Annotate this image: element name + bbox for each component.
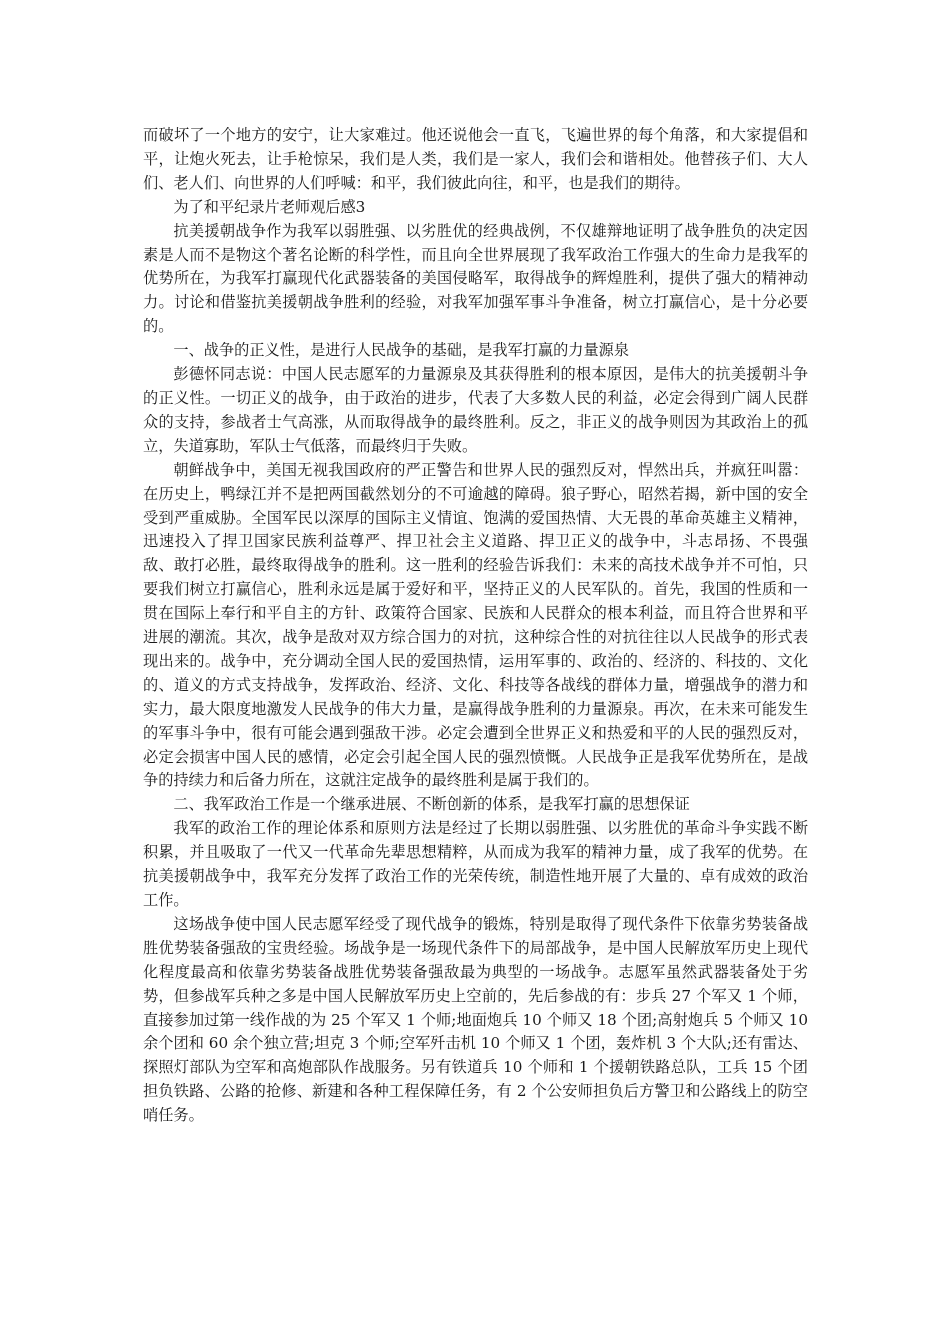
paragraph-military-forces: 这场战争使中国人民志愿军经受了现代战争的锻炼，特别是取得了现代条件下依靠劣势装备战胜优势装备强敌的宝贵经验。场战争是一场现代条件下的局部战争，是中国人民解放军历史上现代化程度最高和依靠劣势装备战胜优势装备强敌最为典型的一场战争。志愿军虽然武器装备处于劣势，但参战军兵种之多是中国人民解放军历史上空前的，先后参战的有：步兵 27 个军又 1 个师，直接参加过第一线作战的为 25 个军又 1 个师;地面炮兵 10 个师又 18 个团;高射炮兵 5 个师又 10 余个团和 60 余个独立营;坦克 3 个师;空军歼击机 10 个师又 1 个团，轰炸机 3 个大队;还有雷达、探照灯部队为空军和高炮部队作战服务。另有铁道兵 10 个师和 1 个援朝铁路总队，工兵 15 个团担负铁路、公路的抢修、新建和各种工程保障任务，有 2 个公安师担负后方警卫和公路线上的防空哨任务。 bbox=[143, 914, 808, 1125]
paragraph-political-work: 我军的政治工作的理论体系和原则方法是经过了长期以弱胜强、以劣胜优的革命斗争实践不断积累，并且吸取了一代又一代革命先辈思想精粹，从而成为我军的精神力量，成了我军的优势。在抗美援朝战争中，我军充分发挥了政治工作的光荣传统，制造性地开展了大量的、卓有成效的政治工作。 bbox=[143, 819, 808, 909]
paragraph-peng-dehuai: 彭德怀同志说：中国人民志愿军的力量源泉及其获得胜利的根本原因，是伟大的抗美援朝斗争的正义性。一切正义的战争，由于政治的进步，代表了大多数人民的利益，必定会得到广阔人民群众的支持，参战者士气高涨，从而取得战争的最终胜利。反之，非正义的战争则因为其政治上的孤立，失道寡助，军队士气低落，而最终归于失败。 bbox=[143, 365, 808, 455]
paragraph-intro: 抗美援朝战争作为我军以弱胜强、以劣胜优的经典战例，不仅雄辩地证明了战争胜负的决定因素是人而不是物这个著名论断的科学性，而且向全世界展现了我军政治工作强大的生命力是我军的优势所在，为我军打赢现代化武器装备的美国侵略军，取得战争的辉煌胜利，提供了强大的精神动力。讨论和借鉴抗美援朝战争胜利的经验，对我军加强军事斗争准备，树立打赢信心，是十分必要的。 bbox=[143, 221, 808, 336]
heading-two: 二、我军政治工作是一个继承进展、不断创新的体系，是我军打赢的思想保证 bbox=[173, 795, 690, 814]
document-body bbox=[143, 124, 808, 1128]
section-title: 为了和平纪录片老师观后感3 bbox=[173, 197, 366, 216]
heading-one: 一、战争的正义性，是进行人民战争的基础，是我军打赢的力量源泉 bbox=[173, 341, 630, 360]
paragraph-korean-war: 朝鲜战争中，美国无视我国政府的严正警告和世界人民的强烈反对，悍然出兵，并疯狂叫嚣：在历史上，鸭绿江并不是把两国截然划分的不可逾越的障碍。狼子野心，昭然若揭，新中国的安全受到严重威胁。全国军民以深厚的国际主义情谊、饱满的爱国热情、大无畏的革命英雄主义精神，迅速投入了捍卫国家民族利益尊严、捍卫社会主义道路、捍卫正义的战争中，斗志昂扬、不畏强敌、敢打必胜，最终取得战争的胜利。这一胜利的经验告诉我们：未来的高技术战争并不可怕，只要我们树立打赢信心，胜利永远是属于爱好和平，坚持正义的人民军队的。首先，我国的性质和一贯在国际上奉行和平自主的方针、政策符合国家、民族和人民群众的根本利益，而且符合世界和平进展的潮流。其次，战争是敌对双方综合国力的对抗，这种综合性的对抗往往以人民战争的形式表现出来的。战争中，充分调动全国人民的爱国热情，运用军事的、政治的、经济的、科技的、文化的、道义的方式支持战争，发挥政治、经济、文化、科技等各战线的群体力量，增强战争的潜力和实力，最大限度地激发人民战争的伟大力量，是赢得战争胜利的力量源泉。再次，在未来可能发生的军事斗争中，很有可能会遇到强敌干涉。必定会遭到全世界正义和热爱和平的人民的强烈反对，必定会损害中国人民的感情，必定会引起全国人民的强烈愤慨。人民战争正是我军优势所在，是战争的持续力和后备力所在，这就注定战争的最终胜利是属于我们的。 bbox=[143, 460, 808, 790]
paragraph-continuation: 而破坏了一个地方的安宁，让大家难过。他还说他会一直飞，飞遍世界的每个角落，和大家提倡和平，让炮火死去，让手枪惊呆，我们是人类，我们是一家人，我们会和谐相处。他替孩子们、大人们、老人们、向世界的人们呼喊：和平，我们彼此向往，和平，也是我们的期待。 bbox=[143, 126, 808, 192]
